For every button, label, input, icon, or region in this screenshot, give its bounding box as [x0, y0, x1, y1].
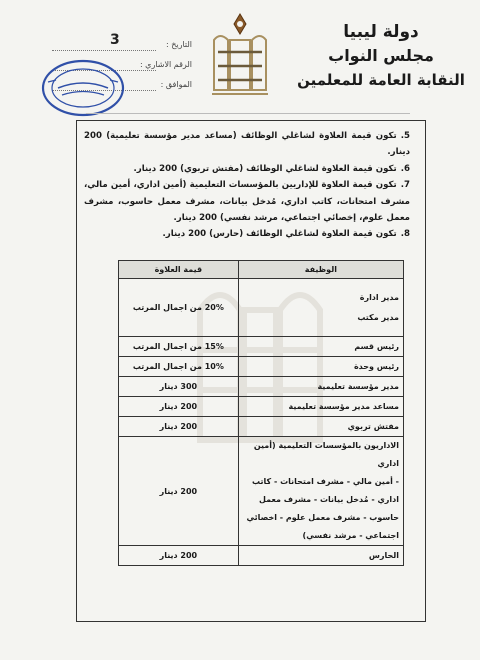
date-label: التاريخ :: [165, 40, 192, 49]
table-row: [119, 377, 404, 397]
table-row: [119, 337, 404, 357]
union-name: النقابة العامة للمعلمين: [297, 71, 465, 89]
official-stamp-icon: [40, 58, 126, 118]
amount-cell: 200 دينار: [119, 437, 239, 546]
table-row: [119, 357, 404, 377]
country-name: دولة ليبيا: [343, 22, 419, 42]
table-row: [119, 437, 404, 546]
amount-cell: 10% من اجمال المرتب: [119, 357, 239, 377]
job-cell: الحارس: [238, 546, 403, 566]
page-number: 3: [110, 32, 120, 48]
amount-cell: 200 دينار: [119, 417, 239, 437]
table-row: [119, 417, 404, 437]
job-column-header: الوظيفة: [238, 261, 403, 279]
date-line: [52, 50, 156, 51]
ref-label: الرقم الاشاري :: [139, 60, 192, 69]
job-cell: رئيس قسم: [238, 337, 403, 357]
parliament-name: مجلس النواب: [328, 46, 434, 65]
amount-column-header: قيمة العلاوة: [119, 261, 239, 279]
table-row: [119, 279, 404, 337]
table-row: [119, 397, 404, 417]
date-row: [52, 32, 192, 58]
job-cell: مدير مؤسسة تعليمية: [238, 377, 403, 397]
organization-header: [296, 20, 466, 92]
amount-cell: 300 دينار: [119, 377, 239, 397]
job-cell: الاداريون بالمؤسسات التعليمية (أمين اداري - أمين مالي - مشرف امتحانات - كاتب اداري - مُدخل بيانات - مشرف معمل حاسوب - مشرف معمل علوم - اخصائي اجتماعي - مرشد نفسي): [238, 437, 403, 546]
job-cell: مدير ادارة مدير مكتب: [238, 279, 403, 337]
amount-cell: 200 دينار: [119, 397, 239, 417]
table-row: [119, 546, 404, 566]
list-item: 8.تكون قيمة العلاوة لشاغلي الوظائف (حارس) 200 دينار.: [162, 229, 410, 240]
corresponding-label: الموافق :: [160, 80, 192, 89]
list-item: 5.تكون قيمة العلاوة لشاغلي الوظائف (مساعد مدير مؤسسة تعليمية) 200 دينار.: [84, 131, 410, 158]
amount-cell: 200 دينار: [119, 546, 239, 566]
allowance-table: [118, 260, 404, 566]
job-cell: مفتش تربوي: [238, 417, 403, 437]
header-divider: [86, 113, 410, 114]
job-cell: مساعد مدير مؤسسة تعليمية: [238, 397, 403, 417]
union-logo-icon: [200, 10, 280, 100]
job-cell: رئيس وحدة: [238, 357, 403, 377]
table-header-row: [119, 261, 404, 279]
allowance-items-list: [84, 128, 410, 243]
amount-cell: 15% من اجمال المرتب: [119, 337, 239, 357]
list-item: 6.تكون قيمة العلاوة لشاغلي الوظائف (مفتش تربوي) 200 دينار.: [133, 163, 410, 174]
list-item: 7.تكون قيمة العلاوة للإداريين بالمؤسسات التعليمية (أمين اداري، أمين مالي، مشرف امتحانات، كاتب اداري، مُدخل بيانات، مشرف معمل حاسوب، مشرف معمل علوم، إخصائي اجتماعي، مرشد نفسي) 200 دينار.: [84, 180, 410, 224]
amount-cell: 20% من اجمال المرتب: [119, 279, 239, 337]
